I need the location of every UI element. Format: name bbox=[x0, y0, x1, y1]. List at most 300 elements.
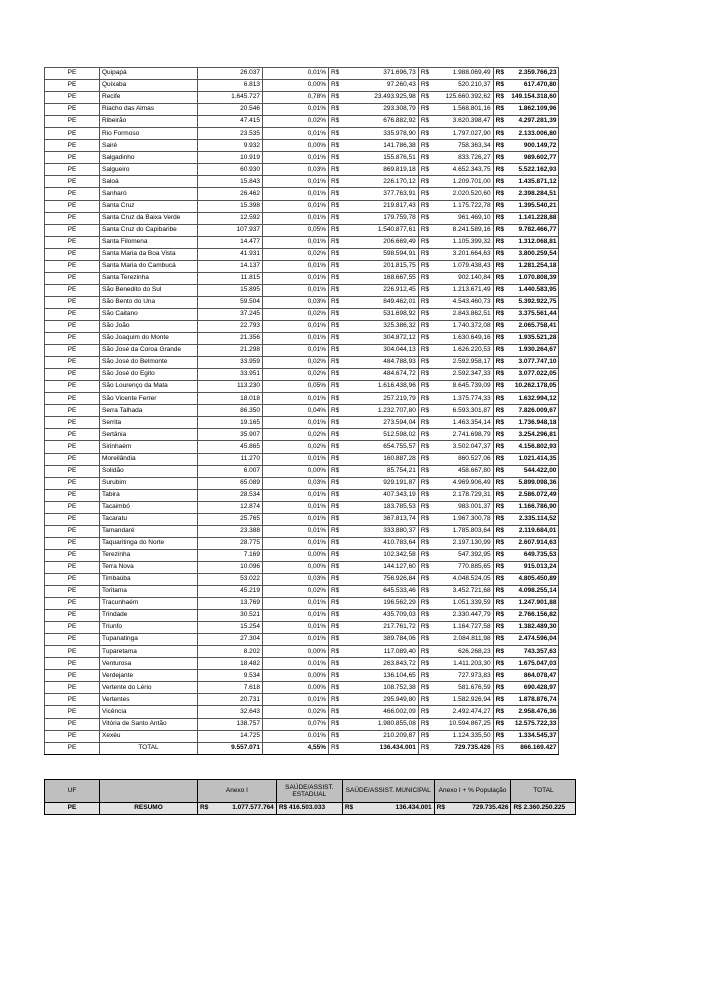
currency-symbol: R$ bbox=[329, 742, 340, 754]
cell-municipio: Surubim bbox=[100, 477, 198, 489]
cell-municipio: Tamandaré bbox=[100, 525, 198, 537]
cell-municipal: 727.973,83 bbox=[429, 670, 493, 682]
table-row bbox=[45, 610, 559, 622]
cell-population: 11.270 bbox=[198, 453, 263, 465]
cell-percent: 0,01% bbox=[263, 152, 329, 164]
currency-symbol: R$ bbox=[493, 308, 504, 320]
cell-total: 4.297.281,39 bbox=[504, 116, 559, 128]
cell-municipal: 961.469,10 bbox=[429, 212, 493, 224]
cell-estadual: 226.170,12 bbox=[339, 176, 418, 188]
table-row bbox=[45, 670, 559, 682]
cell-total: 1.935.521,28 bbox=[504, 333, 559, 345]
cell-population: 113.230 bbox=[198, 381, 263, 393]
cell-total: 5.522.162,93 bbox=[504, 164, 559, 176]
cell-municipio: Santa Terezinha bbox=[100, 272, 198, 284]
cell-total: 10.262.178,05 bbox=[504, 381, 559, 393]
currency-symbol: R$ bbox=[418, 248, 429, 260]
cell-municipal: 520.210,37 bbox=[429, 80, 493, 92]
cell-municipio: Ribeirão bbox=[100, 116, 198, 128]
municipality-table-body bbox=[45, 68, 559, 755]
cell-estadual: 333.880,37 bbox=[339, 525, 418, 537]
currency-symbol: R$ bbox=[418, 128, 429, 140]
currency-symbol: R$ bbox=[418, 320, 429, 332]
cell-population: 20.731 bbox=[198, 694, 263, 706]
table-row bbox=[45, 441, 559, 453]
cell-municipal: 8.241.589,16 bbox=[429, 224, 493, 236]
cell-percent: 0,03% bbox=[263, 164, 329, 176]
currency-symbol: R$ bbox=[493, 393, 504, 405]
cell-municipio: Vertentes bbox=[100, 694, 198, 706]
cell-municipal: 4.048.524,05 bbox=[429, 573, 493, 585]
currency-symbol: R$ bbox=[418, 104, 429, 116]
cell-uf: PE bbox=[45, 188, 100, 200]
total-population: 9.557.071 bbox=[198, 742, 263, 754]
cell-total: 1.312.068,81 bbox=[504, 236, 559, 248]
summary-header-populacao: Anexo I + % População bbox=[434, 780, 511, 803]
currency-symbol: R$ bbox=[493, 333, 504, 345]
cell-estadual: 304.872,12 bbox=[339, 333, 418, 345]
table-row bbox=[45, 381, 559, 393]
cell-percent: 0,01% bbox=[263, 489, 329, 501]
cell-uf: PE bbox=[45, 477, 100, 489]
cell-municipio: Sanharó bbox=[100, 188, 198, 200]
currency-symbol: R$ bbox=[418, 284, 429, 296]
currency-symbol: R$ bbox=[493, 537, 504, 549]
cell-municipal: 1.967.300,78 bbox=[429, 513, 493, 525]
cell-municipal: 1.785.803,64 bbox=[429, 525, 493, 537]
summary-total bbox=[511, 803, 576, 815]
cell-uf: PE bbox=[45, 718, 100, 730]
cell-total: 617.470,80 bbox=[504, 80, 559, 92]
currency-symbol: R$ bbox=[329, 501, 340, 513]
cell-population: 107.937 bbox=[198, 224, 263, 236]
cell-municipio: São José do Belmonte bbox=[100, 357, 198, 369]
cell-estadual: 97.260,43 bbox=[339, 80, 418, 92]
cell-population: 25.765 bbox=[198, 513, 263, 525]
cell-population: 15.398 bbox=[198, 200, 263, 212]
cell-municipal: 6.593.301,87 bbox=[429, 405, 493, 417]
cell-estadual: 1.980.855,08 bbox=[339, 718, 418, 730]
cell-estadual: 335.978,90 bbox=[339, 128, 418, 140]
cell-municipal: 1.463.354,14 bbox=[429, 417, 493, 429]
cell-percent: 0,04% bbox=[263, 405, 329, 417]
cell-total: 2.766.156,82 bbox=[504, 610, 559, 622]
cell-municipal: 3.502.047,37 bbox=[429, 441, 493, 453]
cell-total: 2.586.072,49 bbox=[504, 489, 559, 501]
cell-population: 28.534 bbox=[198, 489, 263, 501]
cell-uf: PE bbox=[45, 320, 100, 332]
cell-uf: PE bbox=[45, 296, 100, 308]
currency-symbol: R$ bbox=[342, 803, 355, 815]
summary-header-blank bbox=[100, 780, 198, 803]
cell-uf: PE bbox=[45, 610, 100, 622]
currency-symbol: R$ bbox=[418, 718, 429, 730]
summary-row bbox=[45, 803, 576, 815]
cell-municipal: 3.620.398,47 bbox=[429, 116, 493, 128]
cell-population: 35.907 bbox=[198, 429, 263, 441]
summary-header-row bbox=[45, 780, 576, 803]
cell-uf: PE bbox=[45, 272, 100, 284]
currency-symbol: R$ bbox=[418, 489, 429, 501]
cell-municipio: Salgadinho bbox=[100, 152, 198, 164]
cell-total: 1.862.109,96 bbox=[504, 104, 559, 116]
currency-symbol: R$ bbox=[329, 176, 340, 188]
cell-total: 2.474.596,04 bbox=[504, 634, 559, 646]
summary-header-total: TOTAL bbox=[511, 780, 576, 803]
currency-symbol: R$ bbox=[493, 80, 504, 92]
cell-estadual: 377.763,91 bbox=[339, 188, 418, 200]
cell-uf: PE bbox=[45, 706, 100, 718]
table-row bbox=[45, 164, 559, 176]
cell-uf: PE bbox=[45, 549, 100, 561]
currency-symbol: R$ bbox=[329, 224, 340, 236]
currency-symbol: R$ bbox=[493, 224, 504, 236]
table-row bbox=[45, 586, 559, 598]
cell-estadual: 1.616.438,96 bbox=[339, 381, 418, 393]
cell-municipal: 10.594.867,25 bbox=[429, 718, 493, 730]
currency-symbol: R$ bbox=[493, 260, 504, 272]
cell-total: 1.021.414,35 bbox=[504, 453, 559, 465]
cell-municipio: Santa Maria do Cambucá bbox=[100, 260, 198, 272]
currency-symbol: R$ bbox=[329, 405, 340, 417]
currency-symbol: R$ bbox=[493, 622, 504, 634]
cell-uf: PE bbox=[45, 634, 100, 646]
cell-estadual: 1.232.707,80 bbox=[339, 405, 418, 417]
cell-uf: PE bbox=[45, 586, 100, 598]
cell-municipal: 1.051.339,59 bbox=[429, 598, 493, 610]
table-row bbox=[45, 501, 559, 513]
currency-symbol: R$ bbox=[493, 718, 504, 730]
table-row bbox=[45, 525, 559, 537]
cell-uf: PE bbox=[45, 284, 100, 296]
currency-symbol: R$ bbox=[493, 489, 504, 501]
cell-municipio: Sertânia bbox=[100, 429, 198, 441]
summary-header-municipal: SAÚDE/ASSIST. MUNICIPAL bbox=[342, 780, 434, 803]
currency-symbol: R$ bbox=[329, 706, 340, 718]
cell-population: 65.089 bbox=[198, 477, 263, 489]
currency-symbol: R$ bbox=[329, 682, 340, 694]
currency-symbol: R$ bbox=[329, 417, 340, 429]
cell-municipal: 1.740.372,08 bbox=[429, 320, 493, 332]
currency-symbol: R$ bbox=[418, 706, 429, 718]
cell-estadual: 293.308,79 bbox=[339, 104, 418, 116]
table-row bbox=[45, 465, 559, 477]
currency-symbol: R$ bbox=[329, 140, 340, 152]
cell-estadual: 484.788,93 bbox=[339, 357, 418, 369]
cell-percent: 0,01% bbox=[263, 333, 329, 345]
currency-symbol: R$ bbox=[418, 188, 429, 200]
currency-symbol: R$ bbox=[493, 477, 504, 489]
cell-total: 1.166.786,90 bbox=[504, 501, 559, 513]
cell-total: 4.156.802,93 bbox=[504, 441, 559, 453]
cell-municipio: Tracunhaém bbox=[100, 598, 198, 610]
cell-total: 1.878.876,74 bbox=[504, 694, 559, 706]
currency-symbol: R$ bbox=[493, 525, 504, 537]
currency-symbol: R$ bbox=[493, 369, 504, 381]
currency-symbol: R$ bbox=[418, 152, 429, 164]
cell-municipal: 1.164.727,58 bbox=[429, 622, 493, 634]
cell-total: 149.154.318,60 bbox=[504, 92, 559, 104]
cell-percent: 0,01% bbox=[263, 598, 329, 610]
currency-symbol: R$ bbox=[329, 513, 340, 525]
cell-uf: PE bbox=[45, 248, 100, 260]
summary-header-estadual: SAÚDE/ASSIST. ESTADUAL bbox=[276, 780, 342, 803]
currency-symbol: R$ bbox=[418, 92, 429, 104]
cell-municipal: 2.197.130,99 bbox=[429, 537, 493, 549]
cell-estadual: 257.219,79 bbox=[339, 393, 418, 405]
cell-uf: PE bbox=[45, 682, 100, 694]
cell-population: 138.757 bbox=[198, 718, 263, 730]
cell-estadual: 183.785,53 bbox=[339, 501, 418, 513]
currency-symbol: R$ bbox=[493, 68, 504, 80]
cell-percent: 0,00% bbox=[263, 682, 329, 694]
currency-symbol: R$ bbox=[418, 453, 429, 465]
cell-population: 6.813 bbox=[198, 80, 263, 92]
cell-estadual: 117.089,40 bbox=[339, 646, 418, 658]
table-row bbox=[45, 634, 559, 646]
currency-symbol: R$ bbox=[493, 501, 504, 513]
cell-estadual: 849.462,01 bbox=[339, 296, 418, 308]
cell-population: 23.535 bbox=[198, 128, 263, 140]
currency-symbol: R$ bbox=[418, 525, 429, 537]
table-row bbox=[45, 236, 559, 248]
cell-population: 26.037 bbox=[198, 68, 263, 80]
currency-symbol: R$ bbox=[329, 116, 340, 128]
cell-estadual: 217.761,72 bbox=[339, 622, 418, 634]
cell-percent: 0,01% bbox=[263, 658, 329, 670]
cell-municipio: Tacaimbó bbox=[100, 501, 198, 513]
cell-percent: 0,01% bbox=[263, 236, 329, 248]
table-row bbox=[45, 248, 559, 260]
cell-uf: PE bbox=[45, 92, 100, 104]
currency-symbol: R$ bbox=[198, 803, 211, 815]
cell-percent: 0,07% bbox=[263, 718, 329, 730]
cell-percent: 0,03% bbox=[263, 296, 329, 308]
cell-municipio: Saloá bbox=[100, 176, 198, 188]
table-row bbox=[45, 176, 559, 188]
cell-municipal: 1.411.203,30 bbox=[429, 658, 493, 670]
cell-population: 86.350 bbox=[198, 405, 263, 417]
cell-percent: 0,01% bbox=[263, 393, 329, 405]
cell-municipio: Riacho das Almas bbox=[100, 104, 198, 116]
currency-symbol: R$ bbox=[418, 345, 429, 357]
currency-symbol: R$ bbox=[329, 164, 340, 176]
currency-symbol: R$ bbox=[493, 164, 504, 176]
currency-symbol: R$ bbox=[329, 345, 340, 357]
cell-uf: PE bbox=[45, 369, 100, 381]
cell-total: 915.013,24 bbox=[504, 561, 559, 573]
cell-municipal: 125.660.392,62 bbox=[429, 92, 493, 104]
cell-population: 10.919 bbox=[198, 152, 263, 164]
cell-uf: PE bbox=[45, 260, 100, 272]
cell-uf: PE bbox=[45, 224, 100, 236]
cell-population: 8.202 bbox=[198, 646, 263, 658]
table-row bbox=[45, 200, 559, 212]
table-row bbox=[45, 140, 559, 152]
summary-municipal: 136.434.001 bbox=[355, 803, 434, 815]
cell-municipio: São Bento do Una bbox=[100, 296, 198, 308]
currency-symbol: R$ bbox=[493, 646, 504, 658]
currency-symbol: R$ bbox=[329, 646, 340, 658]
cell-population: 47.415 bbox=[198, 116, 263, 128]
cell-percent: 0,01% bbox=[263, 513, 329, 525]
total-municipal: 729.735.426 bbox=[429, 742, 493, 754]
currency-symbol: R$ bbox=[493, 742, 504, 754]
currency-symbol: R$ bbox=[493, 212, 504, 224]
cell-municipio: Tuparetama bbox=[100, 646, 198, 658]
table-row bbox=[45, 308, 559, 320]
cell-total: 2.335.114,52 bbox=[504, 513, 559, 525]
cell-percent: 0,02% bbox=[263, 308, 329, 320]
cell-population: 10.096 bbox=[198, 561, 263, 573]
cell-municipio: Recife bbox=[100, 92, 198, 104]
cell-estadual: 367.813,74 bbox=[339, 513, 418, 525]
cell-total: 3.375.561,44 bbox=[504, 308, 559, 320]
cell-total: 3.254.296,81 bbox=[504, 429, 559, 441]
cell-percent: 0,01% bbox=[263, 128, 329, 140]
cell-municipal: 2.492.474,27 bbox=[429, 706, 493, 718]
table-row bbox=[45, 128, 559, 140]
cell-population: 7.169 bbox=[198, 549, 263, 561]
table-row bbox=[45, 284, 559, 296]
currency-symbol: R$ bbox=[329, 586, 340, 598]
cell-population: 19.165 bbox=[198, 417, 263, 429]
currency-symbol: R$ bbox=[418, 646, 429, 658]
cell-uf: PE bbox=[45, 730, 100, 742]
cell-total: 1.334.545,37 bbox=[504, 730, 559, 742]
cell-municipio: Solidão bbox=[100, 465, 198, 477]
summary-header-anexo: Anexo I bbox=[198, 780, 277, 803]
currency-symbol: R$ bbox=[434, 803, 447, 815]
cell-total: 544.422,00 bbox=[504, 465, 559, 477]
total-label: TOTAL bbox=[100, 742, 198, 754]
cell-estadual: 23.493.925,98 bbox=[339, 92, 418, 104]
cell-uf: PE bbox=[45, 537, 100, 549]
table-row bbox=[45, 296, 559, 308]
cell-total: 12.575.722,33 bbox=[504, 718, 559, 730]
cell-total: 2.133.006,80 bbox=[504, 128, 559, 140]
currency-symbol: R$ bbox=[493, 188, 504, 200]
cell-uf: PE bbox=[45, 140, 100, 152]
currency-symbol: R$ bbox=[329, 477, 340, 489]
cell-municipal: 758.363,34 bbox=[429, 140, 493, 152]
cell-percent: 0,02% bbox=[263, 369, 329, 381]
cell-uf: PE bbox=[45, 68, 100, 80]
table-row bbox=[45, 682, 559, 694]
cell-uf: PE bbox=[45, 453, 100, 465]
cell-estadual: 389.784,06 bbox=[339, 634, 418, 646]
currency-symbol: R$ bbox=[493, 694, 504, 706]
cell-uf: PE bbox=[45, 333, 100, 345]
summary-header-uf: UF bbox=[45, 780, 100, 803]
table-row bbox=[45, 537, 559, 549]
currency-symbol: R$ bbox=[493, 296, 504, 308]
cell-total: 1.736.948,18 bbox=[504, 417, 559, 429]
cell-estadual: 654.755,57 bbox=[339, 441, 418, 453]
table-row bbox=[45, 224, 559, 236]
currency-symbol: R$ bbox=[418, 742, 429, 754]
cell-percent: 0,01% bbox=[263, 537, 329, 549]
cell-total: 1.440.583,95 bbox=[504, 284, 559, 296]
cell-uf: PE bbox=[45, 646, 100, 658]
cell-population: 12.874 bbox=[198, 501, 263, 513]
currency-symbol: R$ bbox=[418, 381, 429, 393]
cell-total: 1.281.254,18 bbox=[504, 260, 559, 272]
currency-symbol: R$ bbox=[418, 80, 429, 92]
currency-symbol: R$ bbox=[418, 333, 429, 345]
summary-total-value: 2.360.250.225 bbox=[523, 804, 566, 812]
summary-estadual-value: 416.503.033 bbox=[288, 804, 326, 812]
cell-estadual: 85.754,21 bbox=[339, 465, 418, 477]
cell-estadual: 206.669,49 bbox=[339, 236, 418, 248]
currency-symbol: R$ bbox=[418, 236, 429, 248]
currency-symbol: R$ bbox=[329, 369, 340, 381]
cell-municipio: São Joaquim do Monte bbox=[100, 333, 198, 345]
cell-percent: 0,00% bbox=[263, 465, 329, 477]
cell-estadual: 226.912,45 bbox=[339, 284, 418, 296]
table-row bbox=[45, 152, 559, 164]
cell-municipio: Santa Filomena bbox=[100, 236, 198, 248]
cell-municipio: Tupanatinga bbox=[100, 634, 198, 646]
currency-symbol: R$ bbox=[418, 730, 429, 742]
municipality-table bbox=[44, 67, 559, 755]
currency-symbol: R$ bbox=[418, 622, 429, 634]
cell-percent: 0,02% bbox=[263, 429, 329, 441]
cell-percent: 0,02% bbox=[263, 116, 329, 128]
cell-uf: PE bbox=[45, 405, 100, 417]
cell-total: 1.247.901,88 bbox=[504, 598, 559, 610]
cell-municipio: Santa Cruz do Capibaribe bbox=[100, 224, 198, 236]
cell-percent: 0,01% bbox=[263, 610, 329, 622]
currency-symbol: R$ bbox=[329, 429, 340, 441]
cell-uf: PE bbox=[45, 212, 100, 224]
currency-symbol: R$ bbox=[418, 501, 429, 513]
cell-municipal: 860.527,06 bbox=[429, 453, 493, 465]
currency-symbol: R$ bbox=[329, 92, 340, 104]
cell-population: 33.951 bbox=[198, 369, 263, 381]
cell-municipal: 458.667,80 bbox=[429, 465, 493, 477]
cell-municipio: Tacaratu bbox=[100, 513, 198, 525]
currency-symbol: R$ bbox=[493, 441, 504, 453]
currency-symbol: R$ bbox=[493, 549, 504, 561]
cell-municipio: São José da Coroa Grande bbox=[100, 345, 198, 357]
cell-percent: 0,02% bbox=[263, 706, 329, 718]
cell-municipio: Tabira bbox=[100, 489, 198, 501]
cell-estadual: 136.104,65 bbox=[339, 670, 418, 682]
cell-population: 11.815 bbox=[198, 272, 263, 284]
cell-percent: 0,01% bbox=[263, 345, 329, 357]
currency-symbol: R$ bbox=[418, 308, 429, 320]
cell-percent: 0,01% bbox=[263, 176, 329, 188]
cell-uf: PE bbox=[45, 345, 100, 357]
cell-municipal: 2.741.698,79 bbox=[429, 429, 493, 441]
currency-symbol: R$ bbox=[493, 513, 504, 525]
currency-symbol: R$ bbox=[278, 804, 288, 812]
cell-estadual: 435.709,03 bbox=[339, 610, 418, 622]
cell-percent: 0,01% bbox=[263, 284, 329, 296]
table-row bbox=[45, 116, 559, 128]
currency-symbol: R$ bbox=[329, 694, 340, 706]
cell-municipio: Serra Talhada bbox=[100, 405, 198, 417]
cell-municipal: 1.568.801,16 bbox=[429, 104, 493, 116]
cell-municipio: Trindade bbox=[100, 610, 198, 622]
cell-total: 2.958.476,36 bbox=[504, 706, 559, 718]
currency-symbol: R$ bbox=[329, 465, 340, 477]
currency-symbol: R$ bbox=[329, 212, 340, 224]
cell-municipal: 626.268,23 bbox=[429, 646, 493, 658]
cell-municipal: 581.676,59 bbox=[429, 682, 493, 694]
cell-estadual: 263.843,72 bbox=[339, 658, 418, 670]
